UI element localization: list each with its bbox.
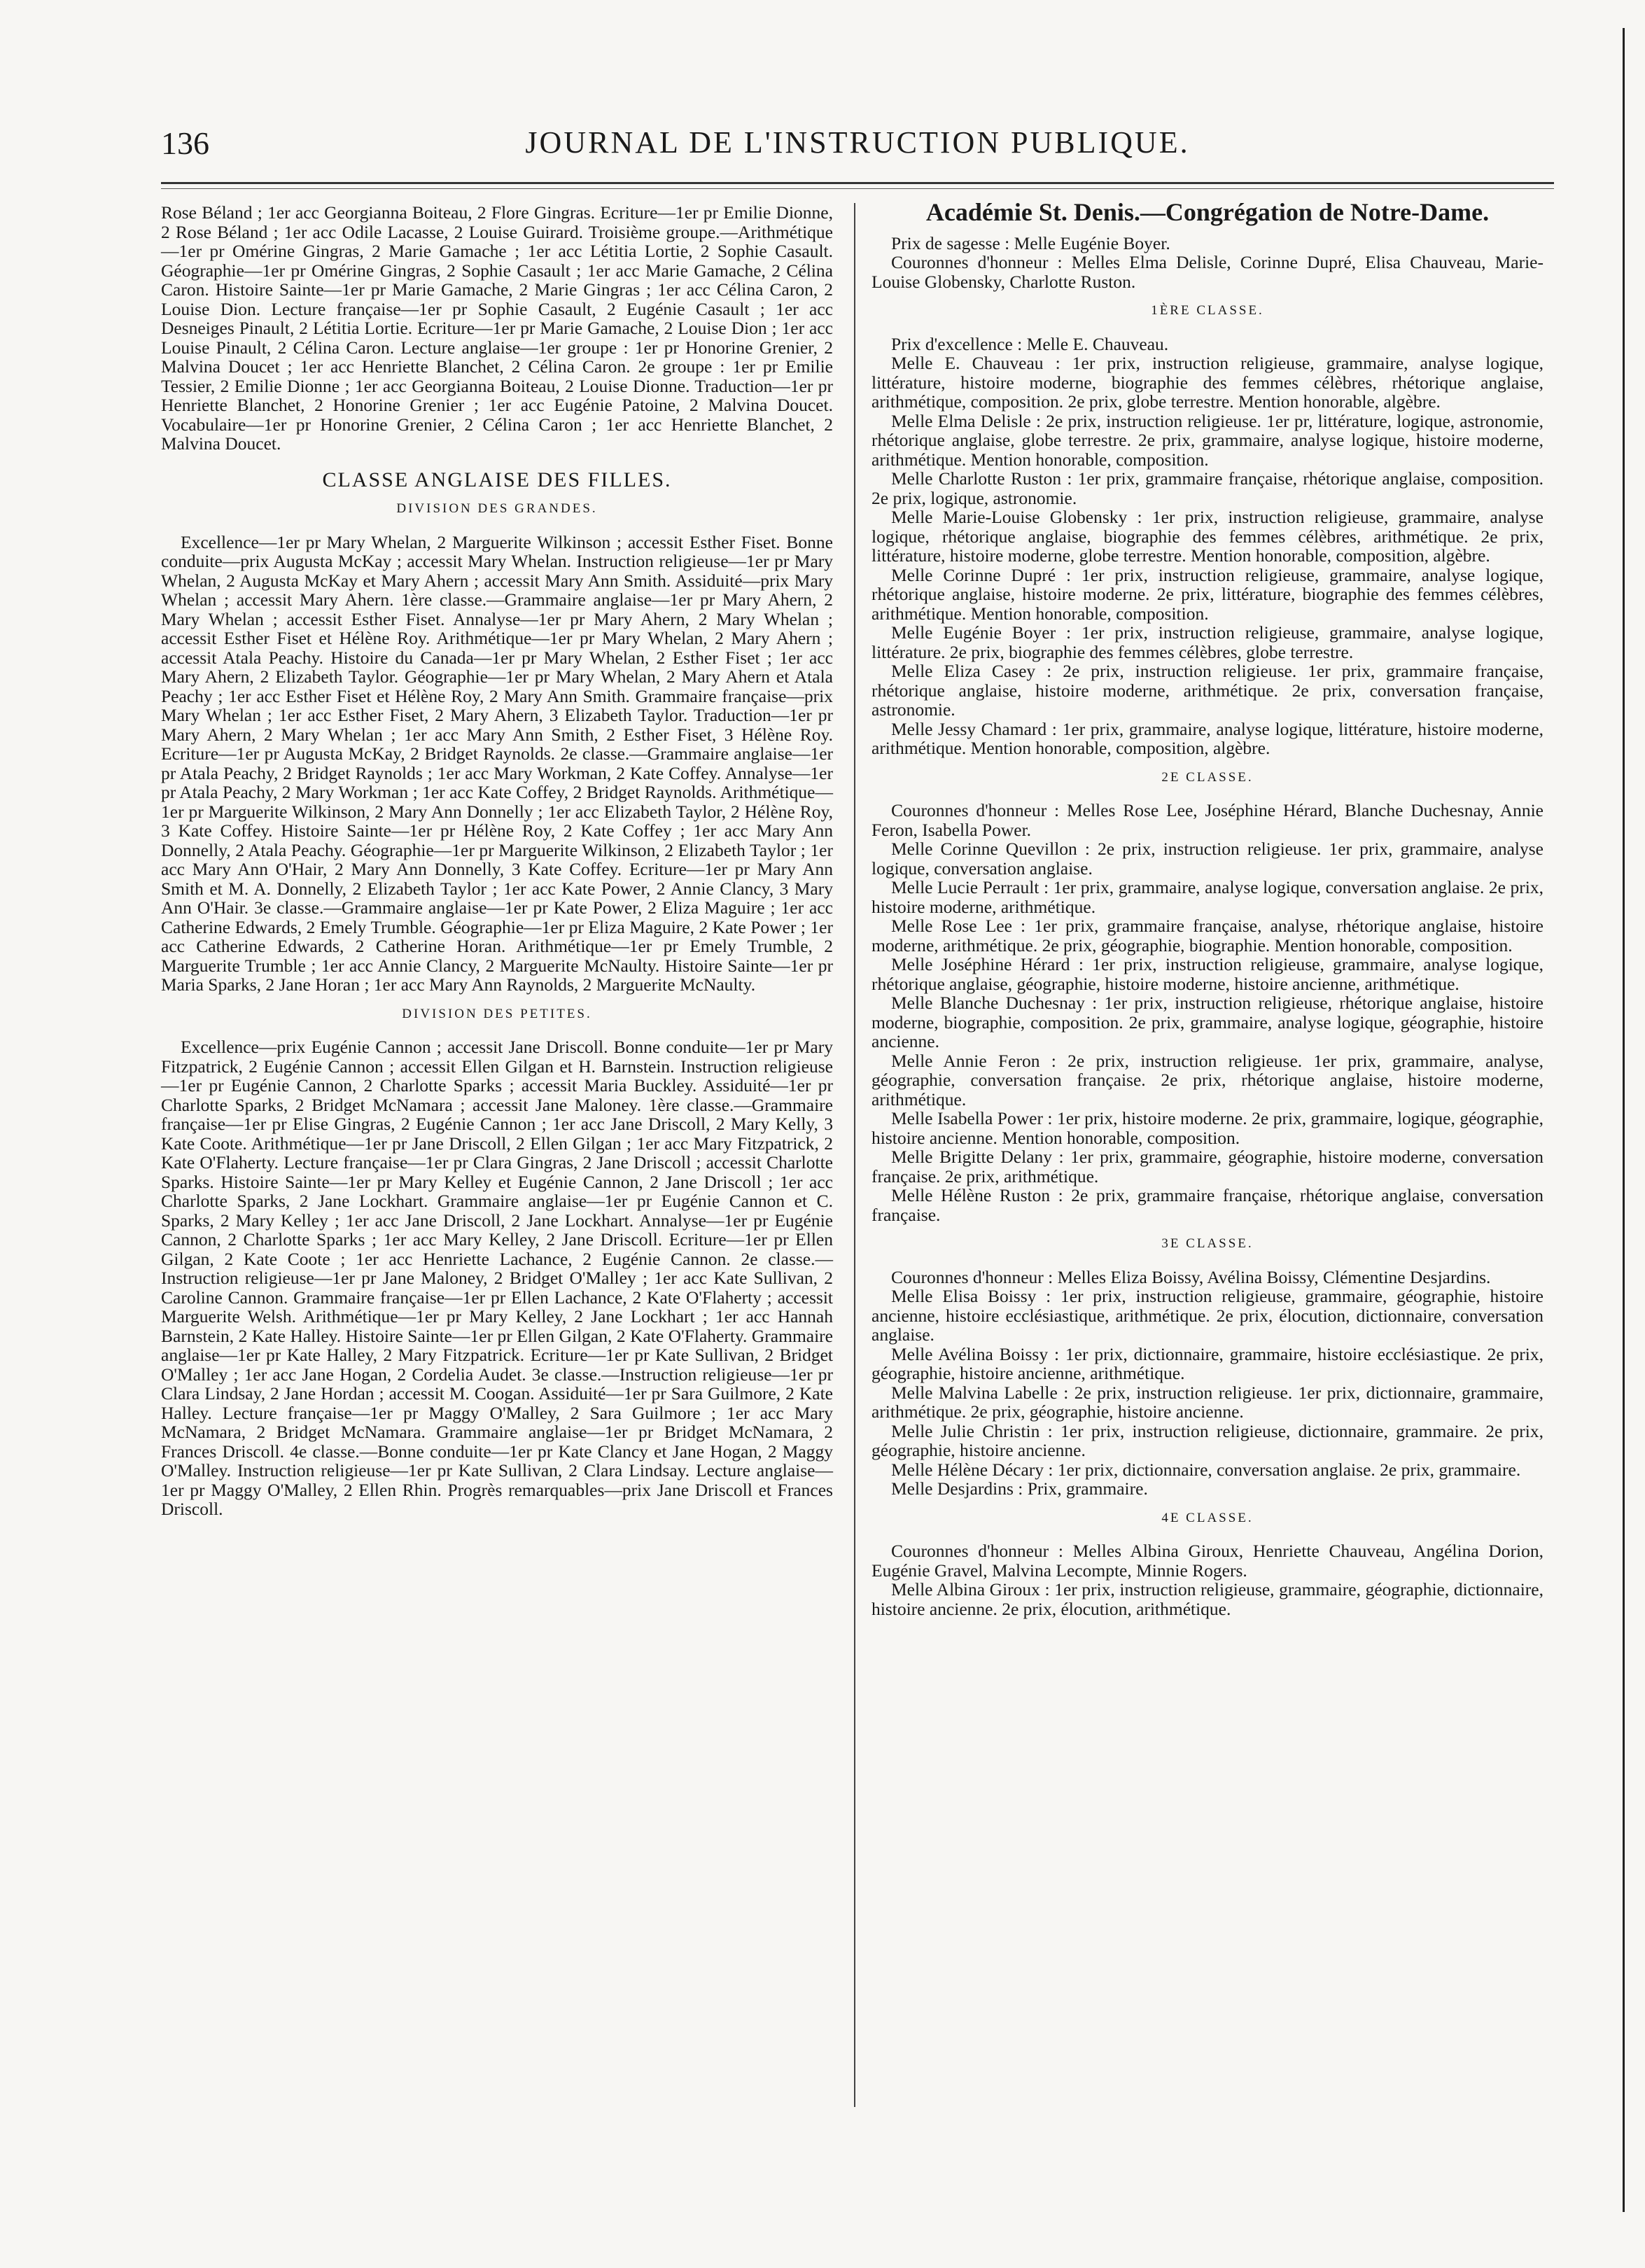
prize-paragraph: Melle Rose Lee : 1er prix, grammaire française, analyse, rhétorique anglaise, histoire moderne, arithmétique. 2e prix, géographie, biographie. Mention honorable, composition. [872,916,1544,955]
prize-paragraph: Melle Elisa Boissy : 1er prix, instruction religieuse, grammaire, géographie, histoire ancienne, histoire ecclésiastique, arithmétique. 2e prix, élocution, dictionnaire, conversation anglaise. [872,1286,1544,1345]
division-grandes-paragraph: Excellence—1er pr Mary Whelan, 2 Marguerite Wilkinson ; accessit Esther Fiset. Bonne conduite—prix Augusta McKay ; accessit Mary Whelan. Instruction religieuse—1er pr Mary Whelan, 2 Augusta McKay et Mary Ahern ; accessit Mary Ann Smith. Assiduité—prix Mary Whelan ; accessit Mary Ahern. 1ère classe.—Grammaire anglaise—1er pr Mary Ahern, 2 Mary Whelan ; accessit Esther Fiset. Annalyse—1er pr Mary Ahern, 2 Mary Whelan ; accessit Esther Fiset et Hélène Roy. Arithmétique—1er pr Mary Whelan, 2 Mary Ahern ; accessit Atala Peachy. Histoire du Canada—1er pr Mary Whelan, 2 Esther Fiset ; 1er acc Mary Ahern, 2 Elizabeth Taylor. Géographie—1er pr Mary Whelan, 2 Mary Ahern et Atala Peachy ; 1er acc Esther Fiset et Hélène Roy, 2 Mary Ann Smith. Grammaire française—prix Mary Whelan ; 1er acc Esther Fiset, 2 Mary Ahern, 3 Elizabeth Taylor. Traduction—1er pr Mary Ahern, 2 Mary Whelan ; 1er acc Mary Ann Smith, 2 Esther Fiset, 3 Hélène Roy. Ecriture—1er pr Augusta McKay, 2 Bridget Raynolds. 2e classe.—Grammaire anglaise—1er pr Atala Peachy, 2 Bridget Raynolds ; 1er acc Mary Workman, 2 Kate Coffey. Annalyse—1er pr Atala Peachy, 2 Mary Workman ; 1er acc Kate Coffey, 2 Bridget Raynolds. Arithmétique—1er pr Marguerite Wilkinson, 2 Mary Ann Donnelly ; 1er acc Elizabeth Taylor, 2 Hélène Roy, 3 Kate Coffey. Histoire Sainte—1er pr Hélène Roy, 2 Kate Coffey ; 1er acc Mary Ann Donnelly, 2 Atala Peachy. Géographie—1er pr Marguerite Wilkinson, 2 Elizabeth Taylor ; 1er acc Mary Ann O'Hair, 2 Mary Ann Donnelly, 3 Kate Coffey. Ecriture—1er pr Mary Ann Smith et M. A. Donnelly, 2 Elizabeth Taylor ; 1er acc Kate Power, 2 Annie Clancy, 3 Mary Ann O'Hair. 3e classe.—Grammaire anglaise—1er pr Kate Power, 2 Eliza Maguire ; 1er acc Catherine Edwards, 2 Emely Trumble. Géographie—1er pr Eliza Maguire, 2 Kate Power ; 1er acc Catherine Edwards, 2 Catherine Horan. Arithmétique—1er pr Emely Trumble, 2 Marguerite Trumble ; 1er acc Annie Clancy, 2 Marguerite McNaulty. Histoire Sainte—1er pr Maria Sparks, 2 Jane Horan ; 1er acc Mary Ann Raynolds, 2 Marguerite McNaulty. [161,531,833,995]
division-grandes-heading: DIVISION DES GRANDES. [396,501,598,516]
header-rule [161,182,1554,189]
division-petites-paragraph: Excellence—prix Eugénie Cannon ; accessit Jane Driscoll. Bonne conduite—1er pr Mary Fitzpatrick, 2 Eugénie Cannon ; accessit Ellen Gilgan et H. Barnstein. Instruction religieuse—1er pr Eugénie Cannon, 2 Charlotte Sparks ; accessit Maria Buckley. Assiduité—1er pr Charlotte Sparks, 2 Bridget McNamara ; accessit Jane Maloney. 1ère classe.—Grammaire française—1er pr Elise Gingras, 2 Eugénie Cannon ; 1er acc Jane Driscoll, 2 Mary Kelly, 3 Kate Coote. Arithmétique—1er pr Jane Driscoll, 2 Ellen Gilgan ; 1er acc Mary Fitzpatrick, 2 Kate O'Flaherty. Lecture française—1er pr Clara Gingras, 2 Jane Driscoll ; accessit Charlotte Sparks. Histoire Sainte—1er pr Mary Kelley et Eugénie Cannon, 2 Jane Driscoll ; 1er acc Charlotte Sparks, 2 Jane Lockhart. Grammaire anglaise—1er pr Eugénie Cannon et C. Sparks, 2 Mary Kelley ; 1er acc Jane Driscoll, 2 Jane Lockhart. Annalyse—1er pr Eugénie Cannon, 2 Charlotte Sparks ; 1er acc Mary Kelley, 2 Jane Driscoll. Ecriture—1er pr Ellen Gilgan, 2 Kate Coote ; 1er acc Henriette Lachance, 2 Eugénie Cannon. 2e classe.—Instruction religieuse—1er pr Jane Maloney, 2 Bridget O'Malley ; 1er acc Kate Sullivan, 2 Caroline Cannon. Grammaire française—1er pr Ellen Lachance, 2 Kate O'Flaherty ; accessit Marguerite Welsh. Arithmétique—1er pr Mary Kelley, 2 Jane Lockhart ; 1er acc Hannah Barnstein, 2 Kate Halley. Histoire Sainte—1er pr Ellen Gilgan, 2 Kate O'Flaherty. Grammaire anglaise—1er pr Kate Halley, 2 Mary Fitzpatrick. Ecriture—1er pr Kate Sullivan, 2 Bridget O'Malley ; 1er acc Jane Hogan, 2 Cordelia Audet. 3e classe.—Instruction religieuse—1er pr Clara Lindsay, 2 Jane Hordan ; accessit M. Coogan. Assiduité—1er pr Sara Guilmore, 2 Kate Halley. Lecture française—1er pr Maggy O'Malley, 2 Sara Guilmore ; 1er acc Mary McNamara, 2 Bridget McNamara. Grammaire anglaise—1er pr Bridget McNamara, 2 Frances Driscoll. 4e classe.—Bonne conduite—1er pr Kate Clancy et Jane Hogan, 2 Maggy O'Malley. Instruction religieuse—1er pr Kate Sullivan, 2 Clara Lindsay. Lecture anglaise—1er pr Maggy O'Malley, 2 Ellen Rhin. Progrès remarquables—prix Jane Driscoll et Frances Driscoll. [161,1037,833,1519]
prize-paragraph: Melle E. Chauveau : 1er prix, instruction religieuse, grammaire, analyse logique, littérature, histoire moderne, biographie des femmes célèbres, rhétorique anglaise, arithmétique, composition. 2e prix, globe terrestre. Mention honorable, algèbre. [872,353,1544,412]
prize-paragraph: Couronnes d'honneur : Melles Eliza Boissy, Avélina Boissy, Clémentine Desjardins. [891,1266,1491,1287]
prize-paragraph: Melle Desjardins : Prix, grammaire. [891,1478,1148,1499]
prize-paragraph: Melle Avélina Boissy : 1er prix, dictionnaire, grammaire, histoire ecclésiastique. 2e prix, géographie, histoire ancienne, arithmétique. [872,1343,1544,1383]
prize-paragraph: Melle Marie-Louise Globensky : 1er prix, instruction religieuse, grammaire, analyse logique, rhétorique anglaise, biographie des femmes célèbres, arithmétique. 2e prix, littérature, histoire moderne, globe terrestre. Mention honorable, composition, algèbre. [872,507,1544,566]
prize-paragraph: Melle Corinne Quevillon : 2e prix, instruction religieuse. 1er prix, grammaire, analyse logique, conversation anglaise. [872,839,1544,878]
prize-paragraph: Melle Annie Feron : 2e prix, instruction religieuse. 1er prix, grammaire, analyse, géographie, conversation française. 2e prix, rhétorique anglaise, histoire moderne, arithmétique. [872,1050,1544,1110]
page-header [161,125,1554,167]
prize-paragraph: Melle Isabella Power : 1er prix, histoire moderne. 2e prix, grammaire, logique, géographie, histoire ancienne. Mention honorable, composition. [872,1108,1544,1148]
running-title: JOURNAL DE L'INSTRUCTION PUBLIQUE. [525,125,1190,160]
prize-paragraph: Melle Eliza Casey : 2e prix, instruction religieuse. 1er prix, grammaire française, rhétorique anglaise, histoire moderne, arithmétique. 2e prix, conversation française, astronomie. [872,661,1544,720]
prize-paragraph: Melle Albina Giroux : 1er prix, instruction religieuse, grammaire, géographie, dictionnaire, histoire ancienne. 2e prix, élocution, arithmétique. [872,1579,1544,1619]
prize-paragraph: Melle Eugénie Boyer : 1er prix, instruction religieuse, grammaire, analyse logique, littérature. 2e prix, biographie des femmes célèbres, globe terrestre. [872,622,1544,662]
class-heading: 3E CLASSE. [1161,1236,1254,1251]
prize-paragraph: Melle Malvina Labelle : 2e prix, instruction religieuse. 1er prix, dictionnaire, grammaire, arithmétique. 2e prix, géographie, histoire ancienne. [872,1382,1544,1422]
intro-paragraph: Couronnes d'honneur : Melles Elma Delisle, Corinne Dupré, Elisa Chauveau, Marie-Louise Globensky, Charlotte Ruston. [872,252,1544,292]
page-number: 136 [161,125,209,161]
prize-paragraph: Melle Blanche Duchesnay : 1er prix, instruction religieuse, rhétorique anglaise, histoire moderne, biographie, composition. 2e prix, grammaire, analyse logique, géographie, histoire ancienne. [872,993,1544,1051]
academie-title: Académie St. Denis.—Congrégation de Notre-Dame. [925,198,1490,226]
class-heading: 1ÈRE CLASSE. [1151,303,1264,318]
page-edge-line [1623,28,1625,2212]
prize-paragraph: Melle Hélène Décary : 1er prix, dictionnaire, conversation anglaise. 2e prix, grammaire. [891,1459,1521,1480]
prize-paragraph: Couronnes d'honneur : Melles Albina Giroux, Henriette Chauveau, Angélina Dorion, Eugénie Gravel, Malvina Lecompte, Minnie Rogers. [872,1541,1544,1581]
prize-paragraph: Melle Charlotte Ruston : 1er prix, grammaire française, rhétorique anglaise, composition. 2e prix, logique, astronomie. [872,468,1544,508]
prize-paragraph: Melle Hélène Ruston : 2e prix, grammaire française, rhétorique anglaise, conversation française. [872,1185,1544,1225]
intro-paragraph: Prix de sagesse : Melle Eugénie Boyer. [891,232,1170,253]
column-divider [854,203,855,2107]
class-heading: 4E CLASSE. [1161,1510,1254,1525]
prize-paragraph: Melle Corinne Dupré : 1er prix, instruction religieuse, grammaire, analyse logique, rhétorique anglaise, histoire moderne. 2e prix, littérature, biographie des femmes célèbres, arithmétique. Mention honorable, composition. [872,564,1544,624]
prize-paragraph: Melle Brigitte Delany : 1er prix, grammaire, géographie, histoire moderne, conversation française. 2e prix, arithmétique. [872,1147,1544,1186]
class-heading: 2E CLASSE. [1161,769,1254,785]
left-column [161,203,833,1519]
right-column [872,198,1544,1619]
prize-paragraph: Melle Elma Delisle : 2e prix, instruction religieuse. 1er pr, littérature, logique, astronomie, rhétorique anglaise, globe terrestre. 2e prix, grammaire, analyse logique, histoire moderne, arithmétique. Mention honorable, composition. [872,410,1544,470]
prize-paragraph: Melle Joséphine Hérard : 1er prix, instruction religieuse, grammaire, analyse logique, rhétorique anglaise, géographie, histoire moderne, histoire ancienne, arithmétique. [872,954,1544,994]
prize-paragraph: Melle Jessy Chamard : 1er prix, grammaire, analyse logique, littérature, histoire moderne, arithmétique. Mention honorable, composition, algèbre. [872,718,1544,758]
prize-paragraph: Prix d'excellence : Melle E. Chauveau. [891,333,1169,354]
prize-paragraph: Couronnes d'honneur : Melles Rose Lee, Joséphine Hérard, Blanche Duchesnay, Annie Feron, Isabella Power. [872,800,1544,840]
prize-paragraph: Melle Julie Christin : 1er prix, instruction religieuse, dictionnaire, grammaire. 2e prix, géographie, histoire ancienne. [872,1420,1544,1460]
section-title-classe-anglaise: CLASSE ANGLAISE DES FILLES. [322,468,672,491]
left-intro-paragraph: Rose Béland ; 1er acc Georgianna Boiteau, 2 Flore Gingras. Ecriture—1er pr Emilie Dionne, 2 Rose Béland ; 1er acc Odile Lacasse, 2 Louise Guirard. Troisième groupe.—Arithmétique—1er pr Omérine Gingras, 2 Marie Gamache ; 1er acc Létitia Lortie, 2 Sophie Casault. Géographie—1er pr Omérine Gingras, 2 Sophie Casault ; 1er acc Marie Gamache, 2 Célina Caron. Histoire Sainte—1er pr Marie Gamache, 2 Marie Gingras ; 1er acc Célina Caron, 2 Louise Dion. Lecture française—1er pr Sophie Casault, 2 Eugénie Casault ; 1er acc Desneiges Pinault, 2 Létitia Lortie. Ecriture—1er pr Marie Gamache, 2 Louise Dion ; 1er acc Louise Pinault, 2 Célina Caron. Lecture anglaise—1er groupe : 1er pr Honorine Grenier, 2 Malvina Doucet ; 1er acc Henriette Blanchet, 2 Célina Caron. 2e groupe : 1er pr Emilie Tessier, 2 Emilie Dionne ; 1er acc Georgianna Boiteau, 2 Louise Dionne. Traduction—1er pr Henriette Blanchet, 2 Honorine Grenier ; 1er acc Eugénie Patoine, 2 Malvina Doucet. Vocabulaire—1er pr Honorine Grenier, 2 Célina Caron ; 1er acc Henriette Blanchet, 2 Malvina Doucet. [161,202,833,454]
division-petites-heading: DIVISION DES PETITES. [402,1006,592,1021]
prize-paragraph: Melle Lucie Perrault : 1er prix, grammaire, analyse logique, conversation anglaise. 2e prix, histoire moderne, arithmétique. [872,877,1544,917]
